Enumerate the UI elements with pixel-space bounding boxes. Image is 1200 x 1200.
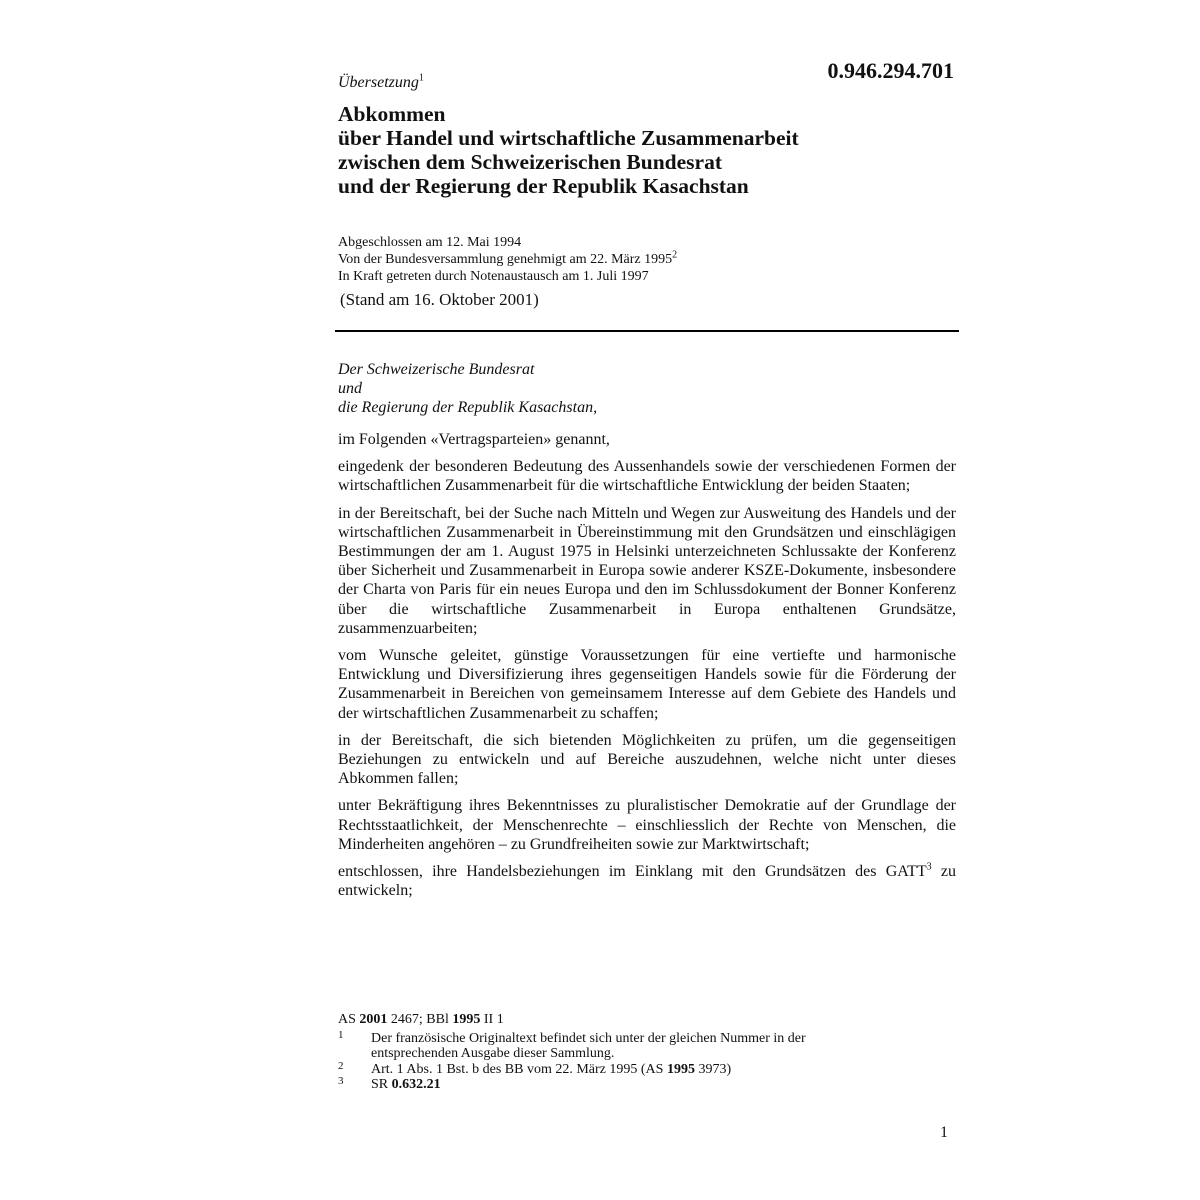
footnote-number: 1 xyxy=(338,1028,344,1041)
page-number: 1 xyxy=(940,1124,948,1141)
p6-text-end: zu entwickeln; xyxy=(338,863,956,900)
footnotes xyxy=(338,1012,898,1093)
footnote-ref-3[interactable]: 3 xyxy=(926,861,932,873)
footnote-2 xyxy=(338,1059,898,1078)
sr-number: 0.946.294.701 xyxy=(827,58,954,83)
footnote-text: 3973) xyxy=(694,1061,732,1077)
bbl-year: 1995 xyxy=(452,1012,481,1027)
footnote-ref-1[interactable]: 1 xyxy=(418,72,424,84)
preamble-paragraph: vom Wunsche geleitet, günstige Voraussetzungen für eine vertiefte und harmonische Entwicklung und Diversifizierung ihres gegenseitigen Handels sowie für die Förderung der Zusammenarbeit in Bereichen von gemeinsamem Interesse auf dem Gebiete des Handels und der wirtschaftlichen Zusammenarbeit zu schaffen; xyxy=(338,647,956,722)
preamble-paragraph: in der Bereitschaft, bei der Suche nach Mitteln und Wegen zur Ausweitung des Handels und der wirtschaftlichen Zusammenarbeit in Übereinstimmung mit den Grundsätzen und einschlägigen Bestimmungen der am 1. August 1975 in Helsinki unterzeichneten Schlussakte der Konferenz über Sicherheit und Zusammenarbeit in Europa sowie anderer KSZE-Dokumente, insbesondere der Charta von Paris für ein neues Europa und den im Schlussdokument der Bonner Konferenz über die wirtschaftliche Zusammenarbeit in Europa enthaltenen Grundsätze, zusammenzuarbeiten; xyxy=(338,504,956,637)
footnote-number: 3 xyxy=(338,1075,344,1087)
party-line: und xyxy=(338,380,362,397)
title-line: Abkommen xyxy=(338,102,446,126)
title-line: zwischen dem Schweizerischen Bundesrat xyxy=(338,150,722,174)
header-divider xyxy=(335,330,959,332)
footnote-ref-2[interactable]: 2 xyxy=(672,249,678,261)
status-date: (Stand am 16. Oktober 2001) xyxy=(340,290,539,309)
official-collection-reference xyxy=(338,1012,898,1028)
as-year: 2001 xyxy=(359,1012,388,1027)
p6-text: entschlossen, ihre Handelsbeziehungen im Einklang mit den Grundsätzen des GATT xyxy=(338,863,927,881)
preamble-paragraph xyxy=(338,862,956,900)
concluded-date: Abgeschlossen am 12. Mai 1994 xyxy=(338,235,522,250)
footnote-text: Der französische Originaltext befindet sich unter der gleichen Nummer in der xyxy=(371,1030,806,1046)
preamble-paragraph: im Folgenden «Vertragsparteien» genannt, xyxy=(338,431,610,448)
in-force-date: In Kraft getreten durch Notenaustausch am 1. Juli 1997 xyxy=(338,269,649,284)
approved-date xyxy=(338,251,677,268)
approved-text: Von der Bundesversammlung genehmigt am 22. März 1995 xyxy=(338,252,673,267)
contracting-parties xyxy=(338,360,597,417)
translation-label xyxy=(338,74,424,92)
as-page: 2467; BBl xyxy=(387,1012,453,1027)
document-meta xyxy=(338,234,677,285)
footnote-text: Art. 1 Abs. 1 Bst. b des BB vom 22. März 1995 (AS xyxy=(371,1061,667,1077)
preamble-paragraph: eingedenk der besonderen Bedeutung des Aussenhandels sowie der verschiedenen Formen der wirtschaftlichen Zusammenarbeit für die wirtschaftliche Entwicklung der beiden Staaten; xyxy=(338,458,956,495)
party-line: Der Schweizerische Bundesrat xyxy=(338,361,535,378)
party-line: die Regierung der Republik Kasachstan, xyxy=(338,399,598,416)
preamble-paragraph: unter Bekräftigung ihres Bekenntnisses zu pluralistischer Demokratie auf der Grundlage der Rechtsstaatlichkeit, der Menschenrechte – einschliesslich der Rechte von Menschen, die Minderheiten angehören – zu Grundfreiheiten sowie zur Marktwirtschaft; xyxy=(338,797,956,853)
footnote-bold: 0.632.21 xyxy=(391,1077,441,1092)
footnote-3 xyxy=(338,1077,898,1093)
translation-text: Übersetzung xyxy=(338,74,419,91)
preamble xyxy=(338,430,956,908)
footnote-1 xyxy=(338,1028,898,1062)
bbl-rest: II 1 xyxy=(480,1012,504,1027)
preamble-paragraph: in der Bereitschaft, die sich bietenden Möglichkeiten zu prüfen, um die gegenseitigen Beziehungen zu entwickeln und auf Bereiche auszudehnen, welche nicht unter dieses Abkommen fallen; xyxy=(338,731,956,788)
footnote-number: 2 xyxy=(338,1059,344,1072)
footnote-text: entsprechenden Ausgabe dieser Sammlung. xyxy=(371,1046,615,1061)
document-title xyxy=(338,102,958,198)
footnote-text: SR xyxy=(371,1077,392,1092)
footnote-bold: 1995 xyxy=(666,1061,695,1077)
title-line: über Handel und wirtschaftliche Zusammenarbeit xyxy=(338,126,799,150)
title-line: und der Regierung der Republik Kasachstan xyxy=(338,174,749,198)
as-prefix: AS xyxy=(338,1012,360,1027)
